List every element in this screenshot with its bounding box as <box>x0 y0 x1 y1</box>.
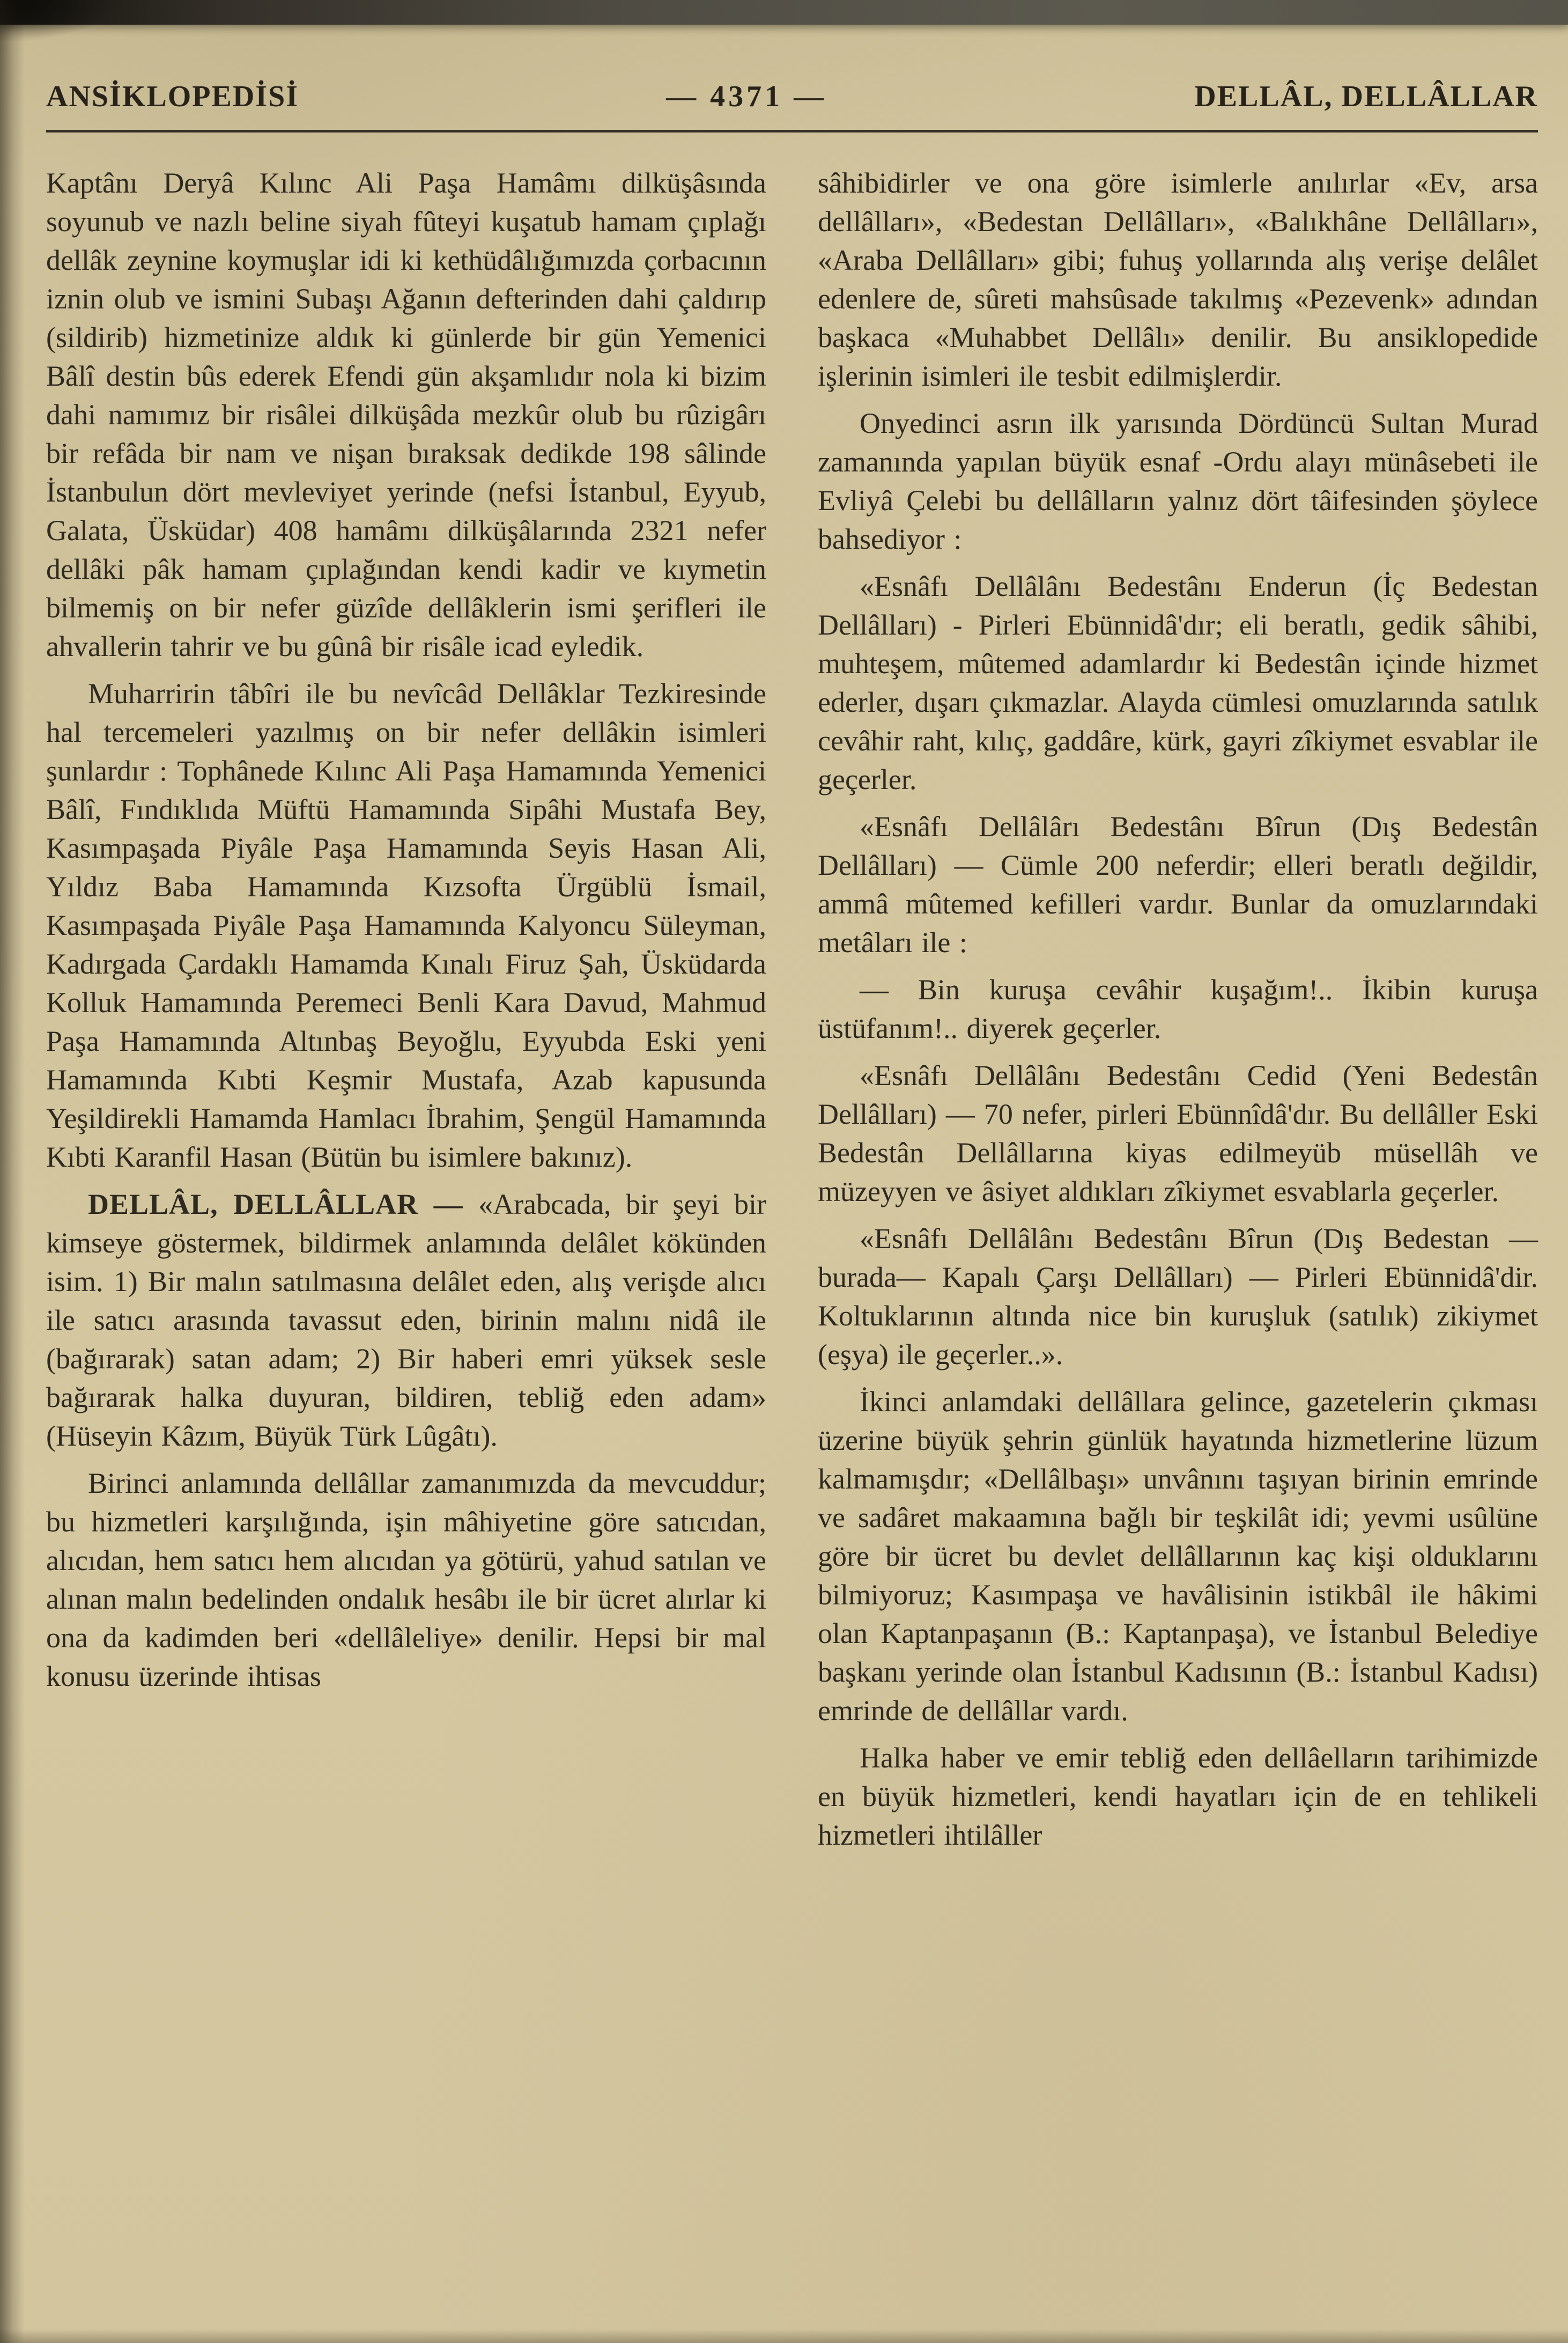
header-page-number: — 4371 — <box>666 80 827 113</box>
header-rule <box>46 130 1538 132</box>
running-header <box>46 79 1538 114</box>
paragraph: Birinci anlamında dellâllar zamanımızda da mevcuddur; bu hizmetleri karşılığında, işin mâhiyetine göre satıcıdan, alıcıdan, hem satıcı hem alıcıdan ya götürü, yahud satılan ve alınan malın bedelinden ondalık hesâbı ile bir ücret alırlar ki ona da kadimden beri «dellâleliye» denilir. Hepsi bir mal konusu üzerinde ihtisas <box>46 1467 766 1692</box>
two-column-text <box>46 164 1538 1863</box>
paragraph-quote: — Bin kuruşa cevâhir kuşağım!.. İkibin kuruşa üstüfanım!.. diyerek geçerler. <box>818 974 1538 1044</box>
entry-headword: DELLÂL, DELLÂLLAR — <box>88 1188 479 1220</box>
paragraph: Halka haber ve emir tebliğ eden dellâelların tarihimizde en büyük hizmetleri, kendi hayatları için de en tehlikeli hizmetleri ihtilâller <box>818 1742 1538 1851</box>
paragraph-continuation: Kaptânı Deryâ Kılınc Ali Paşa Hamâmı dilküşâsında soyunub ve nazlı beline siyah fûteyi kuşatub hamam çıplağı dellâk zeynine koymuşlar idi ki kethüdâlığımızda çorbacının iznin olub ve ismini Subaşı Ağanın defterinden dahi çaldırıp (sildirib) hizmetinize aldık ki günlerde bir gün Yemenici Bâlî destin bûs ederek Efendi gün akşamlıdır nola ki bizim dahi namımız bir risâlei dilküşâda mezkûr olub bu rûzigârı bir refâda bir nam ve nişan bıraksak dedikde 198 sâlinde İstanbulun dört mevleviyet yerinde (nefsi İstanbul, Eyyub, Galata, Üsküdar) 408 hamâmı dilküşâlarında 2321 nefer dellâki pâk hamam çıplağından kendi kadir ve kıymetin bilmemiş on bir nefer güzîde dellâklerin ismi şerifleri ile ahvallerin tahrir ve bu gûnâ bir risâle icad eyledik. <box>46 167 766 662</box>
paragraph-quote: «Esnâfı Dellâlârı Bedestânı Bîrun (Dış Bedestân Dellâlları) — Cümle 200 neferdir; elleri beratlı değildir, ammâ mûtemed kefilleri vardır. Bunlar da omuzlarındaki metâları ile : <box>818 811 1538 959</box>
paragraph-quote: «Esnâfı Dellâlânı Bedestânı Bîrun (Dış Bedestan —burada— Kapalı Çarşı Dellâlları) — Pirleri Ebünnidâ'dir. Koltuklarının altında nice bin kuruşluk (satılık) zikiymet (eşya) ile geçerler..». <box>818 1222 1538 1371</box>
right-column <box>818 164 1538 1863</box>
paragraph-continuation: sâhibidirler ve ona göre isimlerle anılırlar «Ev, arsa dellâlları», «Bedestan Dellâlları», «Balıkhâne Dellâlları», «Araba Dellâlları» gibi; fuhuş yollarında alış verişe delâlet edenlere de, sûreti mahsûsade takılmış «Pezevenk» adından başkaca «Muhabbet Dellâlı» denilir. Bu ansiklopedide işlerinin isimleri ile tesbit edilmişlerdir. <box>818 167 1538 392</box>
paragraph-quote: «Esnâfı Dellâlânı Bedestânı Enderun (İç Bedestan Dellâlları) - Pirleri Ebünnidâ'dır; eli beratlı, gedik sâhibi, muhteşem, mûtemed adamlardır ki Bedestân içinde hizmet ederler, dışarı çıkmazlar. Alayda cümlesi omuzlarında satılık cevâhir raht, kılıç, gaddâre, kürk, gayri zîkiymet esvablar ile geçerler. <box>818 570 1538 795</box>
paragraph-quote: «Esnâfı Dellâlânı Bedestânı Cedid (Yeni Bedestân Dellâlları) — 70 nefer, pirleri Ebünnîdâ'dır. Bu dellâller Eski Bedestân Dellâllarına kiyas edilmeyüb müsellâh ve müzeyyen ve âsiyet aldıkları zîkiymet esvablarla geçerler. <box>818 1059 1538 1207</box>
entry-definition-text: «Arabcada, bir şeyi bir kimseye göstermek, bildirmek anlamında delâlet kökünden isim. 1) Bir malın satılmasına delâlet eden, alış verişde alıcı ile satıcı arasında tavassut eden, birinin malını nidâ ile (bağırarak) satan adam; 2) Bir haberi emri yüksek sesle bağırarak halka duyuran, bildiren, tebliğ eden adam» (Hüseyin Kâzım, Büyük Türk Lûgâtı). <box>46 1188 767 1452</box>
paragraph: Onyedinci asrın ilk yarısında Dördüncü Sultan Murad zamanında yapılan büyük esnaf -Ordu alayı münâsebeti ile Evliyâ Çelebi bu dellâlların yalnız dört tâifesinden şöylece bahsediyor : <box>818 407 1538 555</box>
header-entry-title: DELLÂL, DELLÂLLAR <box>1194 80 1538 113</box>
left-column <box>46 164 766 1863</box>
scan-edge-bottom <box>0 2329 1568 2343</box>
header-book-title: ANSİKLOPEDİSİ <box>46 80 299 113</box>
paragraph: Muharririn tâbîri ile bu nevîcâd Dellâklar Tezkiresinde hal tercemeleri yazılmış on bir nefer dellâkin isimleri şunlardır : Tophânede Kılınc Ali Paşa Hamamında Yemenici Bâlî, Fındıklıda Müftü Hamamında Sipâhi Mustafa Bey, Kasımpaşada Piyâle Paşa Hamamında Seyis Hasan Ali, Yıldız Baba Hamamında Kızsofta Ürgüblü İsmail, Kasımpaşada Piyâle Paşa Hamamında Kalyoncu Süleyman, Kadırgada Çardaklı Hamamda Kınalı Firuz Şah, Üsküdarda Kolluk Hamamında Peremeci Benli Kara Davud, Mahmud Paşa Hamamında Altınbaş Beyoğlu, Eyyubda Eski yeni Hamamında Kıbti Keşmir Mustafa, Azab kapusunda Yeşildirekli Hamamda Hamlacı İbrahim, Şengül Hamamında Kıbti Karanfil Hasan (Bütün bu isimlere bakınız). <box>46 677 766 1173</box>
paragraph: İkinci anlamdaki dellâllara gelince, gazetelerin çıkması üzerine büyük şehrin günlük hayatında hizmetlerine lüzum kalmamışdır; «Dellâlbaşı» unvânını taşıyan birinin emrinde ve sadâret makaamına bağlı bir teşkilât idi; yevmi usûlüne göre bir ücret bu devlet dellâllarının kaç kişi olduklarını bilmiyoruz; Kasımpaşa ve havâlisinin istikbâl ile hâkimi olan Kaptanpaşanın (B.: Kaptanpaşa), ve İstanbul Belediye başkanı yerinde olan İstanbul Kadısının (B.: İstanbul Kadısı) emrinde de dellâllar vardı. <box>818 1386 1538 1727</box>
paragraph-entry-start <box>46 1185 766 1455</box>
